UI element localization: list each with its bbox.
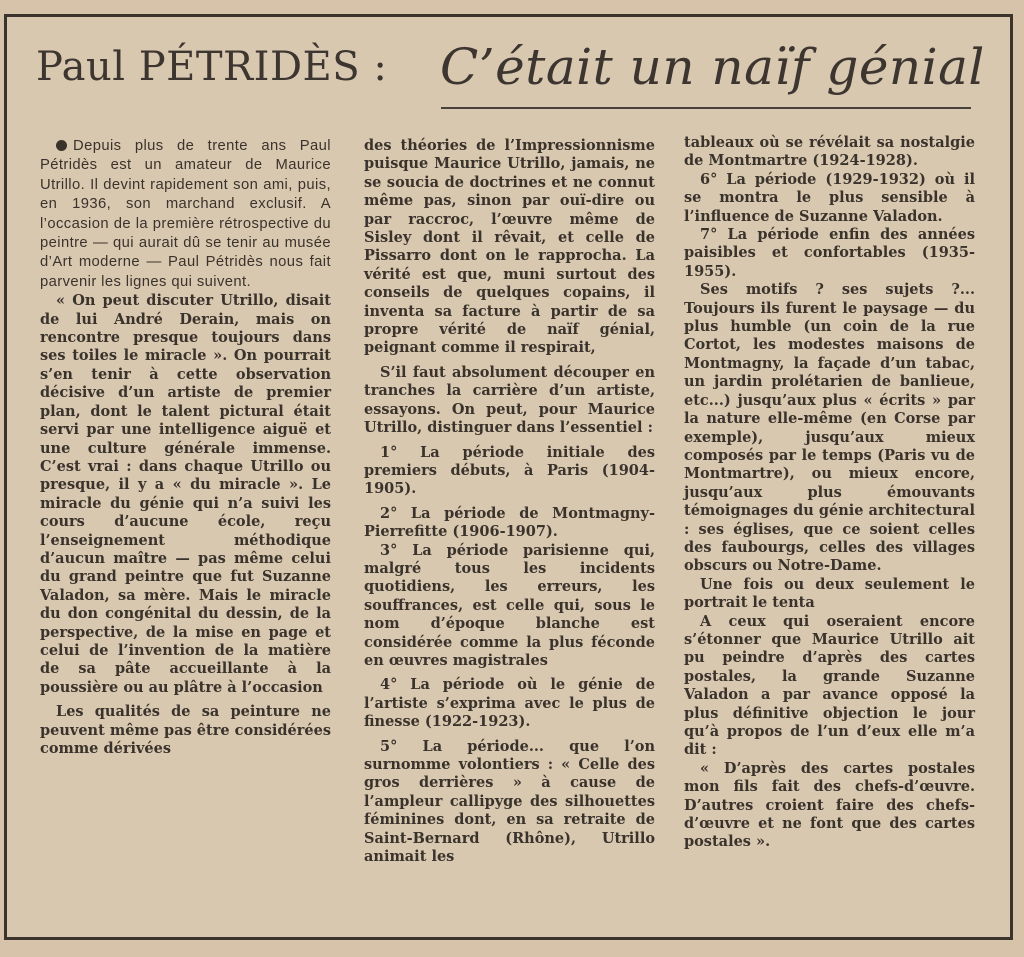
paragraph: A ceux qui oseraient encore s’étonner que Maurice Utrillo ait pu peindre d’après des cartes postales, la grande Suzanne Valadon a par avance opposé la plus définitive objection le jour qu’à propos de l’un d’eux elle m’a dit : [684,612,975,759]
paragraph: tableaux où se révélait sa nostalgie de Montmartre (1924-1928). [684,134,975,170]
list-item-period-1: 1° La période initiale des premiers débuts, à Paris (1904-1905). [364,443,655,498]
paragraph: Ses motifs ? ses sujets ?... Toujours ils furent le paysage — du plus humble (un coin de la rue Cortot, les modestes maisons de Montmagny, la façade d’un tabac, un jardin prolétarien de banlieue, etc...) jusqu’aux plus « écrits » par la nature elle-même (en Corse par exemple), jusqu’aux mieux composés par le temps (Paris vu de Montmartre), ou mieux encore, jusqu’aux plus émouvants témoignages du génie architectural : ses églises, que ce soient celles des faubourgs, celles des villages obscurs ou Notre-Dame. [684,281,975,575]
headline-author: Paul PÉTRIDÈS : [36,44,388,90]
list-item-period-5: 5° La période... que l’on surnomme volontiers : « Celle des gros derrières » à cause de l’ampleur callipyge des silhouettes féminines dont, en sa retraite de Saint-Bernard (Rhône), Utrillo animait les [364,737,655,866]
list-item-period-7: 7° La période enfin des années paisibles et confortables (1935-1955). [684,226,975,280]
bullet-icon [56,140,67,151]
paragraph: des théories de l’Impressionnisme puisque Maurice Utrillo, jamais, ne se soucia de doctrines et ne connut même pas, sinon par ouï-dire ou par raccroc, l’œuvre même de Sisley dont il rêvait, et celle de Pissarro dont on le rapprocha. La vérité est que, muni surtout des conseils de quelques copains, il inventa sa facture à partir de sa propre vérité de naïf génial, peignant comme il respirait, [364,137,655,357]
list-item-period-3: 3° La période parisienne qui, malgré tous les incidents quotidiens, les erreurs, les souffrances, est celle qui, sous le nom d’époque blanche est considérée comme la plus féconde en œuvres magistrales [364,541,655,669]
paragraph: « On peut discuter Utrillo, disait de lui André Derain, mais on rencontre presque toujours dans ses toiles le miracle ». On pourrait s’en tenir à cette observation décisive d’un artiste de premier plan, dont le talent pictural était servi par une intelligence aiguë et une culture générale immense. C’est vrai : dans chaque Utrillo ou presque, il y a « du miracle ». Le miracle du génie qui n’a suivi les cours d’aucune école, reçu l’enseignement méthodique d’aucun maître — pas même celui du grand peintre que fut Suzanne Valadon, sa mère. Mais le miracle du don congénital du dessin, de la perspective, de la mise en page et celui de l’invention de la matière de sa pâte accueillante à la poussière ou au plâtre à l’occasion [40,292,331,696]
paragraph: Une fois ou deux seulement le portrait le tenta [684,575,975,612]
quote-paragraph: « D’après des cartes postales mon fils fait des chefs-d’œuvre. D’autres croient faire des chefs-d’œuvre et ne font que des cartes postales ». [684,759,975,851]
list-item-period-4: 4° La période où le génie de l’artiste s’exprima avec le plus de finesse (1922-1923). [364,676,655,731]
intro-text: Depuis plus de trente ans Paul Pétridès est un amateur de Maurice Utrillo. Il devint rapidement son ami, puis, en 1936, son marchand exclusif. A l’occasion de la première rétrospective du peintre — qui aurait dû se tenir au musée d’Art moderne — Paul Pétridès nous fait parvenir les lignes qui suivent. [40,138,331,290]
column-1 [40,137,331,758]
headline [36,38,986,108]
column-2 [364,137,655,866]
paragraph: Les qualités de sa peinture ne peuvent même pas être considérées comme dérivées [40,703,331,757]
list-item-period-6: 6° La période (1929-1932) où il se montra le plus sensible à l’influence de Suzanne Valadon. [684,170,975,225]
headline-title: C’était un naïf génial [440,38,985,96]
headline-underline [441,107,971,109]
paragraph: S’il faut absolument découper en tranches la carrière d’un artiste, essayons. On peut, pour Maurice Utrillo, distinguer dans l’essentiel : [364,363,655,437]
column-3 [684,134,975,852]
list-item-period-2: 2° La période de Montmagny-Pierrefitte (1906-1907). [364,504,655,541]
intro-paragraph [40,137,331,292]
